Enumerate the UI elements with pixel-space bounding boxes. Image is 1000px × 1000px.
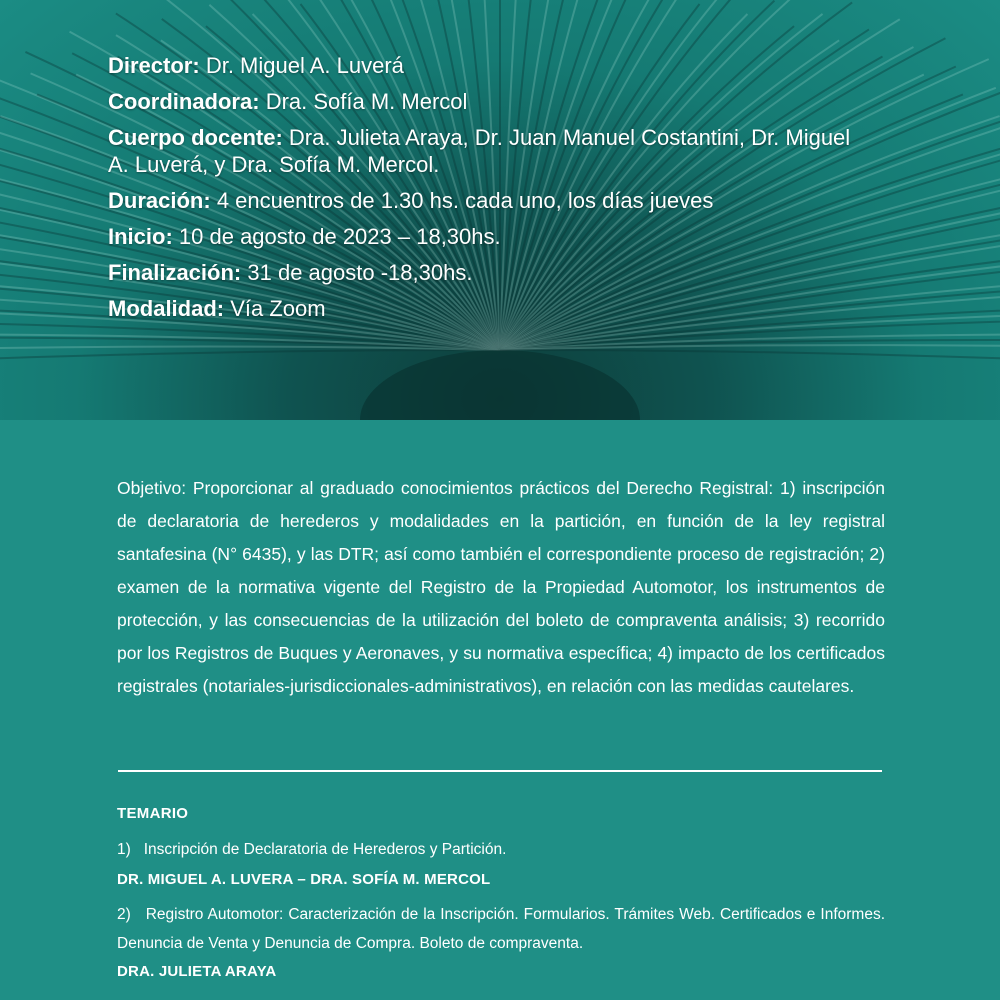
content-section bbox=[0, 420, 1000, 1000]
divider bbox=[118, 770, 882, 772]
info-coordinadora: Coordinadora: Dra. Sofía M. Mercol bbox=[108, 89, 468, 114]
info-duracion: Duración: 4 encuentros de 1.30 hs. cada uno, los días jueves bbox=[108, 188, 714, 213]
temario-heading: TEMARIO bbox=[117, 805, 189, 822]
book-spine bbox=[360, 350, 640, 420]
temario-author-1: DR. MIGUEL A. LUVERA – DRA. SOFÍA M. MERCOL bbox=[117, 871, 491, 888]
course-info bbox=[108, 52, 908, 331]
header-image bbox=[0, 0, 1000, 420]
info-finalizacion: Finalización: 31 de agosto -18,30hs. bbox=[108, 260, 473, 285]
info-inicio: Inicio: 10 de agosto de 2023 – 18,30hs. bbox=[108, 224, 501, 249]
temario-item-1: 1) Inscripción de Declaratoria de Herederos y Partición. bbox=[117, 841, 507, 858]
objetivo-paragraph: Objetivo: Proporcionar al graduado conocimientos prácticos del Derecho Registral: 1) inscripción de declaratoria de herederos y modalidades en la partición, en función de la ley registral santafesina (N° 6435), y las DTR; así como también el correspondiente proceso de registración; 2) examen de la normativa vigente del Registro de la Propiedad Automotor, los instrumentos de protección, y las consecuencias de la utilización del boleto de compraventa análisis; 3) recorrido por los Registros de Buques y Aeronaves, y su normativa específica; 4) impacto de los certificados registrales (notariales-jurisdiccionales-administrativos), en relación con las medidas cautelares. bbox=[117, 478, 885, 696]
temario-author-2: DRA. JULIETA ARAYA bbox=[117, 963, 277, 980]
info-director: Director: Dr. Miguel A. Luverá bbox=[108, 53, 404, 78]
info-modalidad: Modalidad: Vía Zoom bbox=[108, 296, 326, 321]
info-cuerpo-docente: Cuerpo docente: Dra. Julieta Araya, Dr. Juan Manuel Costantini, Dr. Miguel A. Luverá, y Dra. Sofía M. Mercol. bbox=[108, 125, 851, 177]
temario-item-2: 2) Registro Automotor: Caracterización de la Inscripción. Formularios. Trámites Web. Certificados e Informes. Denuncia de Venta y Denuncia de Compra. Boleto de compraventa. bbox=[117, 906, 885, 952]
